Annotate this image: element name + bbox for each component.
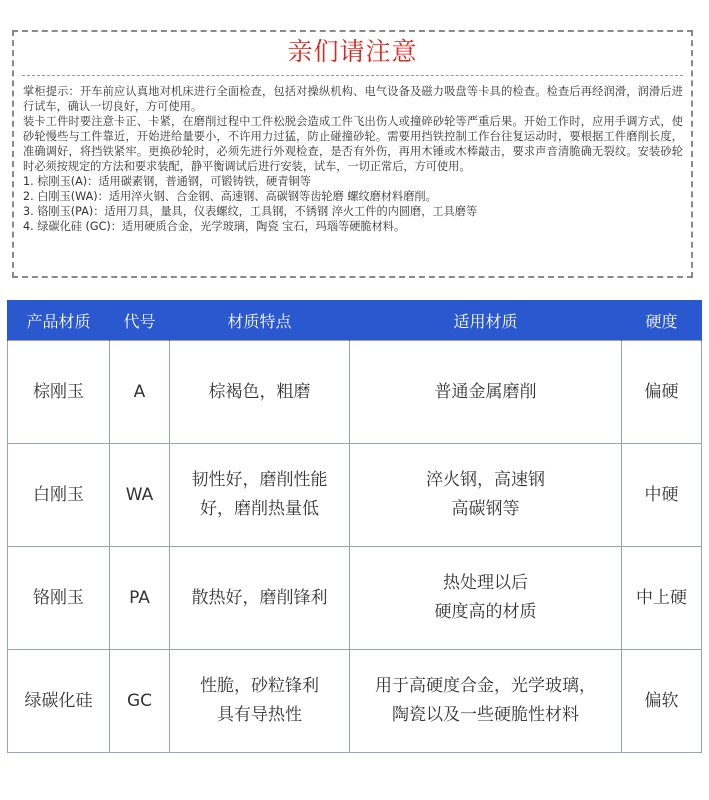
cell-applicable	[350, 650, 622, 753]
cell-material: 绿碳化硅	[8, 650, 110, 753]
table-row	[8, 444, 702, 547]
notice-paragraph: 装卡工件时要注意卡正、卡紧，在磨削过程中工件松脱会造成工件飞出伤人或撞碎砂轮等严重后果。开始工作时，应用手调方式，使砂轮慢些与工件靠近，开始进给量要小，不许用力过猛，防止碰撞砂轮。需要用挡铁控制工作台往复运动时，要根据工件磨削长度，准确调好，将挡铁紧牢。更换砂轮时，必须先进行外观检查，是否有外伤，再用木锤或木棒敲击，要求声音清脆确无裂纹。安装砂轮时必须按规定的方法和要求装配，静平衡调试后进行安装，试车，一切正常后，方可使用。	[23, 115, 683, 173]
features-line: 性脆，砂粒锋利	[200, 676, 319, 696]
cell-code: A	[110, 341, 170, 444]
features-line: 散热好，磨削锋利	[191, 587, 328, 608]
cell-code: PA	[110, 547, 170, 650]
cell-features	[170, 444, 350, 547]
cell-features	[170, 547, 350, 650]
notice-paragraph: 掌柜提示：开车前应认真地对机床进行全面检查，包括对操纵机构、电气设备及磁力吸盘等卡具的检查。检查后再经润滑，润滑后进行试车，确认一切良好，方可使用。	[23, 85, 683, 113]
notice-divider	[22, 75, 683, 76]
cell-material: 白刚玉	[8, 444, 110, 547]
notice-title: 亲们请注意	[287, 37, 418, 66]
applicable-line: 高碳钢等	[451, 499, 520, 519]
cell-hardness: 偏硬	[622, 341, 702, 444]
table-row	[8, 341, 702, 444]
applicable-line: 硬度高的材质	[434, 602, 537, 622]
header-material: 产品材质	[8, 300, 110, 341]
cell-applicable	[350, 341, 622, 444]
abrasive-spec-table	[7, 300, 702, 753]
features-line: 棕褐色，粗磨	[208, 381, 311, 402]
features-line: 好，磨削热量低	[200, 499, 319, 519]
header-hardness: 硬度	[622, 300, 702, 341]
cell-material: 棕刚玉	[8, 341, 110, 444]
notice-list-item: 4. 绿碳化硅 (GC)：适用硬质合金，光学玻璃，陶瓷 宝石，玛瑙等硬脆材料。	[23, 220, 406, 233]
features-line: 韧性好，磨削性能	[191, 470, 328, 490]
cell-features	[170, 341, 350, 444]
notice-list-item: 2. 白刚玉(WA)：适用淬火钢、合金钢、高速钢、高碳钢等齿轮磨 螺纹磨材料磨削。	[23, 190, 437, 203]
table-row	[8, 650, 702, 753]
features-line: 具有导热性	[217, 705, 302, 725]
applicable-line: 陶瓷以及一些硬脆性材料	[392, 705, 579, 725]
cell-hardness: 偏软	[622, 650, 702, 753]
cell-hardness: 中硬	[622, 444, 702, 547]
notice-list-item: 3. 铬刚玉(PA)：适用刀具，量具，仪表螺纹，工具钢，不锈钢 淬火工件的内圆磨，工具磨等	[23, 205, 478, 218]
notice-box	[12, 30, 693, 278]
notice-body	[23, 84, 683, 234]
cell-code: WA	[110, 444, 170, 547]
notice-list-item: 1. 棕刚玉(A)：适用碳素钢，普通钢，可锻铸铁，硬青铜等	[23, 175, 311, 188]
cell-material: 铬刚玉	[8, 547, 110, 650]
cell-code: GC	[110, 650, 170, 753]
applicable-line: 热处理以后	[443, 573, 528, 593]
header-code: 代号	[110, 300, 170, 341]
applicable-line: 普通金属磨削	[434, 381, 537, 402]
table-header-row	[8, 300, 702, 341]
cell-hardness: 中上硬	[622, 547, 702, 650]
header-applicable: 适用材质	[350, 300, 622, 341]
cell-features	[170, 650, 350, 753]
header-features: 材质特点	[170, 300, 350, 341]
cell-applicable	[350, 547, 622, 650]
applicable-line: 淬火钢，高速钢	[426, 470, 545, 490]
cell-applicable	[350, 444, 622, 547]
applicable-line: 用于高硬度合金，光学玻璃，	[375, 676, 596, 696]
table-row	[8, 547, 702, 650]
